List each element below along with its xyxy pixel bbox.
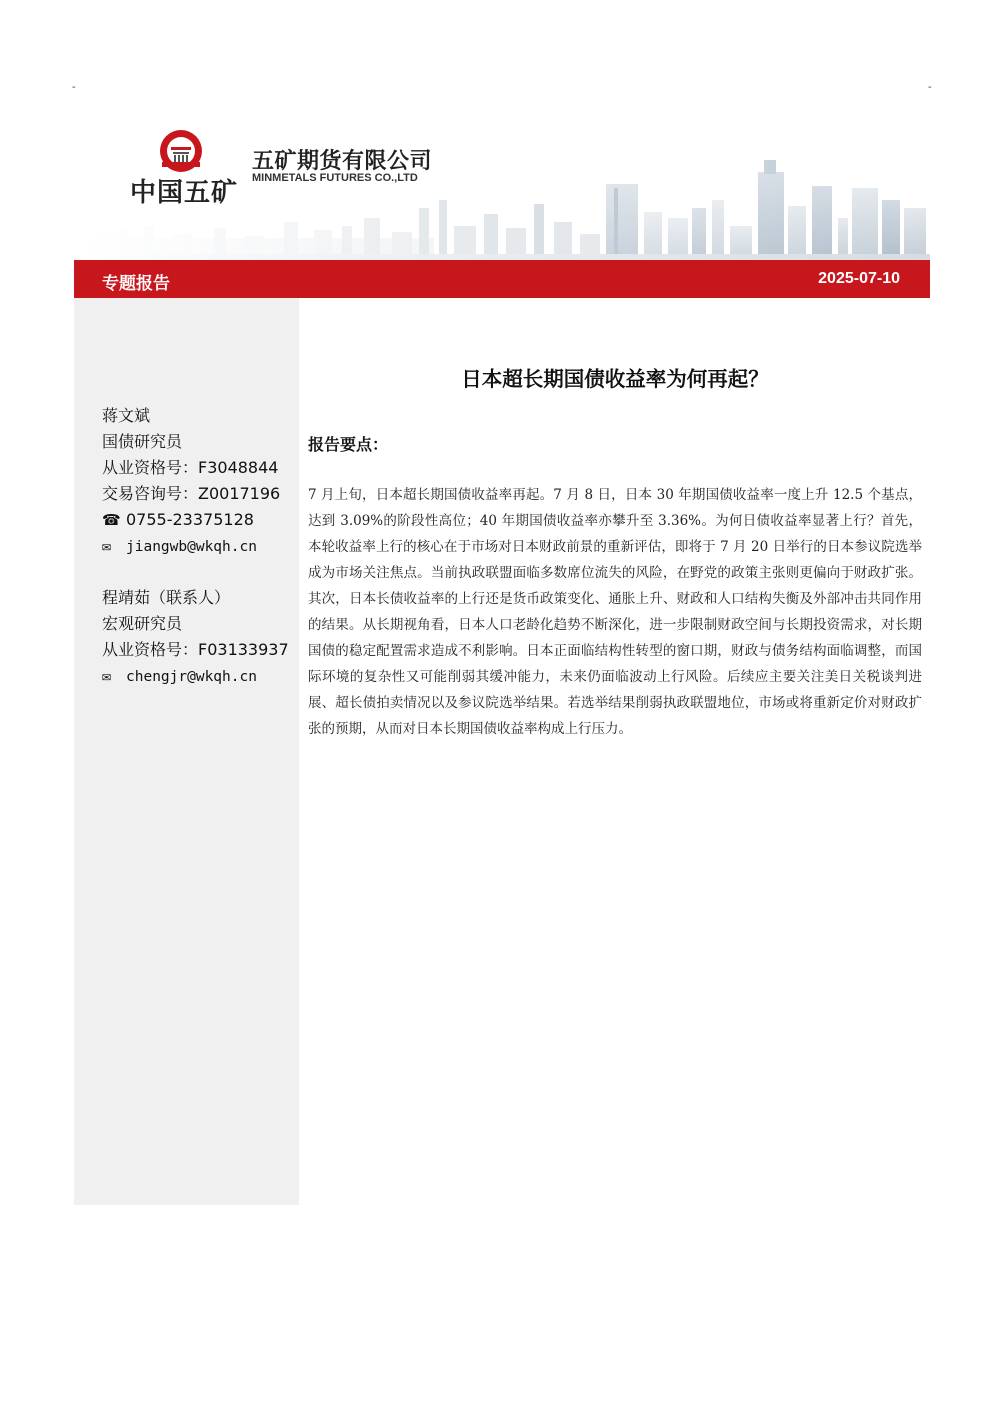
china-minmetals-logo-text: 中国五矿 <box>130 178 239 208</box>
minmetals-emblem-icon <box>158 128 204 174</box>
author-phone: 0755-23375128 <box>126 510 254 529</box>
report-title: 日本超长期国债收益率为何再起？ <box>461 367 769 391</box>
author-qualification: 从业资格号：F3048844 <box>102 458 279 477</box>
author-email-row <box>102 533 297 559</box>
author-name: 蒋文斌 <box>102 406 151 425</box>
key-points-heading: 报告要点： <box>308 435 389 454</box>
author-name: 程靖茹（联系人） <box>102 588 231 607</box>
author-consulting-number: 交易咨询号：Z0017196 <box>102 484 281 503</box>
corner-mark-right: - <box>928 82 932 93</box>
author-role: 国债研究员 <box>102 432 183 451</box>
company-name-en: MINMETALS FUTURES CO.,LTD <box>252 172 418 184</box>
corner-mark-left: - <box>72 82 76 93</box>
report-date: 2025-07-10 <box>818 270 900 287</box>
author-card <box>102 585 297 689</box>
company-name-cn: 五矿期货有限公司 <box>252 149 433 174</box>
author-email[interactable]: jiangwb@wkqh.cn <box>126 539 257 555</box>
mail-icon: ✉ <box>102 537 112 555</box>
author-qualification: 从业资格号：F03133937 <box>102 640 289 659</box>
key-points-summary: 7 月上旬，日本超长期国债收益率再起。7 月 8 日，日本 30 年期国债收益率一度上升 12.5 个基点，达到 3.09%的阶段性高位；40 年期国债收益率亦攀升至 3.36%。为何日债收益率显著上行？首先，本轮收益率上行的核心在于市场对日本财政前景的重新评估，即将于 7 月 20 日举行的日本参议院选举成为市场关注焦点。当前执政联盟面临多数席位流失的风险，在野党的政策主张则更偏向于财政扩张。其次，日本长债收益率的上行还是货币政策变化、通胀上升、财政和人口结构失衡及外部冲击共同作用的结果。从长期视角看，日本人口老龄化趋势不断深化，进一步限制财政空间与长期投资需求，对长期国债的稳定配置需求造成不利影响。日本正面临结构性转型的窗口期，财政与债务结构面临调整，而国际环境的复杂性又可能削弱其缓冲能力，未来仍面临波动上行风险。后续应主要关注美日关税谈判进展、超长债拍卖情况以及参议院选举结果。若选举结果削弱执政联盟地位，市场或将重新定价对财政扩张的预期，从而对日本长期国债收益率构成上行压力。 <box>308 487 922 737</box>
author-phone-row <box>102 507 297 533</box>
report-type-label: 专题报告 <box>102 274 170 294</box>
mail-icon: ✉ <box>102 667 112 685</box>
author-email-row <box>102 663 297 689</box>
author-role: 宏观研究员 <box>102 614 183 633</box>
author-email[interactable]: chengjr@wkqh.cn <box>126 669 257 685</box>
phone-icon: ☎ <box>102 511 121 529</box>
report-type-banner <box>74 260 930 298</box>
author-sidebar <box>74 298 299 1205</box>
report-header <box>74 108 930 260</box>
author-card <box>102 403 297 559</box>
